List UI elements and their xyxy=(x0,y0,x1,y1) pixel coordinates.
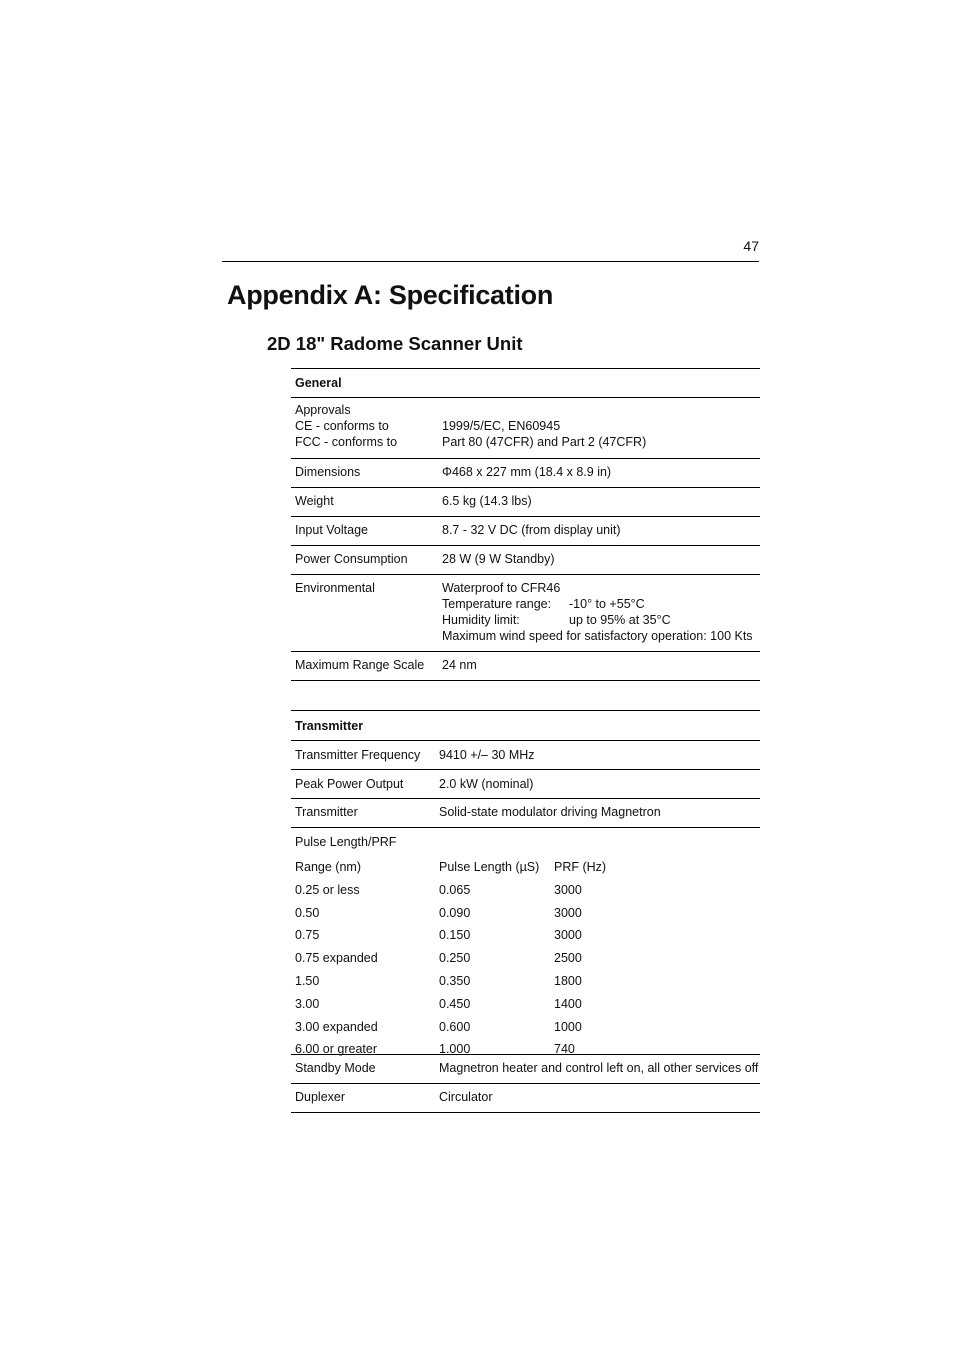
pulse-prf: 2500 xyxy=(554,951,582,966)
peak-power-row xyxy=(291,770,760,799)
pulse-length: 0.600 xyxy=(439,1019,471,1034)
row-value: Φ468 x 227 mm (18.4 x 8.9 in) xyxy=(442,465,612,479)
pulse-header-range: Range (nm) xyxy=(295,860,361,874)
header-rule xyxy=(222,261,759,262)
pulse-row xyxy=(291,924,760,947)
duplexer-value: Circulator xyxy=(439,1090,493,1104)
environmental-row xyxy=(291,575,760,652)
pulse-range: 0.25 or less xyxy=(295,882,360,897)
row-value: Solid-state modulator driving Magnetron xyxy=(439,805,661,819)
max-range-row xyxy=(291,652,760,681)
pulse-length: 0.150 xyxy=(439,928,471,943)
row-label: Power Consumption xyxy=(295,552,408,566)
max-range-value: 24 nm xyxy=(442,658,477,672)
humidity-value: up to 95% at 35°C xyxy=(569,613,671,627)
pulse-length: 0.350 xyxy=(439,973,471,988)
input-voltage-row xyxy=(291,517,760,546)
transmitter-type-row xyxy=(291,799,760,828)
pulse-length-prf-row xyxy=(291,828,760,1055)
standby-label: Standby Mode xyxy=(295,1061,376,1075)
weight-row xyxy=(291,488,760,517)
pulse-label: Pulse Length/PRF xyxy=(295,835,397,849)
standby-value: Magnetron heater and control left on, all other services off xyxy=(439,1061,759,1075)
pulse-header-row xyxy=(291,856,760,879)
pulse-prf: 3000 xyxy=(554,882,582,897)
pulse-length: 0.450 xyxy=(439,996,471,1011)
approvals-label: Approvals xyxy=(295,403,351,417)
section-title: 2D 18" Radome Scanner Unit xyxy=(267,333,523,354)
pulse-header-prf: PRF (Hz) xyxy=(554,860,607,874)
pulse-range: 0.75 xyxy=(295,928,320,943)
frequency-row xyxy=(291,741,760,770)
humidity-label: Humidity limit: xyxy=(442,613,520,627)
duplexer-label: Duplexer xyxy=(295,1090,346,1104)
pulse-length: 0.250 xyxy=(439,951,471,966)
pulse-row xyxy=(291,902,760,925)
pulse-row xyxy=(291,1038,760,1061)
dimensions-row xyxy=(291,459,760,488)
pulse-row xyxy=(291,879,760,902)
fcc-value: Part 80 (47CFR) and Part 2 (47CFR) xyxy=(442,435,647,449)
general-heading: General xyxy=(291,368,760,398)
temperature-value: -10° to +55°C xyxy=(569,597,645,611)
pulse-range: 1.50 xyxy=(295,973,320,988)
pulse-prf: 1000 xyxy=(554,1019,582,1034)
row-label: Peak Power Output xyxy=(295,777,404,791)
fcc-label: FCC - conforms to xyxy=(295,435,398,449)
row-label: Input Voltage xyxy=(295,523,368,537)
pulse-range: 0.75 expanded xyxy=(295,951,378,966)
temperature-label: Temperature range: xyxy=(442,597,552,611)
row-label: Weight xyxy=(295,494,334,508)
transmitter-spec-table xyxy=(291,710,760,1113)
pulse-length: 0.090 xyxy=(439,905,471,920)
general-spec-table xyxy=(291,368,760,681)
pulse-prf: 3000 xyxy=(554,905,582,920)
ce-label: CE - conforms to xyxy=(295,419,389,433)
row-value: 28 W (9 W Standby) xyxy=(442,552,555,566)
row-value: 2.0 kW (nominal) xyxy=(439,777,534,791)
standby-row xyxy=(291,1055,760,1084)
pulse-prf: 1400 xyxy=(554,996,582,1011)
page-title: Appendix A: Specification xyxy=(227,280,554,310)
row-label: Dimensions xyxy=(295,465,361,479)
pulse-range: 3.00 xyxy=(295,996,320,1011)
pulse-range: 0.50 xyxy=(295,905,320,920)
pulse-row xyxy=(291,1016,760,1039)
max-range-label: Maximum Range Scale xyxy=(295,658,425,672)
pulse-range: 3.00 expanded xyxy=(295,1019,378,1034)
row-value: 8.7 - 32 V DC (from display unit) xyxy=(442,523,621,537)
page-number: 47 xyxy=(743,238,759,254)
ce-value: 1999/5/EC, EN60945 xyxy=(442,419,561,433)
pulse-prf: 740 xyxy=(554,1042,575,1057)
pulse-length: 1.000 xyxy=(439,1042,471,1057)
environmental-waterproof: Waterproof to CFR46 xyxy=(442,581,561,595)
row-value: 6.5 kg (14.3 lbs) xyxy=(442,494,532,508)
row-label: Transmitter xyxy=(295,805,358,819)
pulse-prf: 3000 xyxy=(554,928,582,943)
pulse-row xyxy=(291,970,760,993)
pulse-row xyxy=(291,947,760,970)
pulse-length: 0.065 xyxy=(439,882,471,897)
pulse-prf: 1800 xyxy=(554,973,582,988)
row-value: 9410 +/– 30 MHz xyxy=(439,748,535,762)
transmitter-heading: Transmitter xyxy=(291,710,760,741)
pulse-range: 6.00 or greater xyxy=(295,1042,377,1057)
pulse-header-length: Pulse Length (µS) xyxy=(439,860,540,874)
row-label: Transmitter Frequency xyxy=(295,748,421,762)
wind-speed: Maximum wind speed for satisfactory operation: 100 Kts xyxy=(442,629,753,643)
environmental-label: Environmental xyxy=(295,581,375,595)
duplexer-row xyxy=(291,1084,760,1113)
power-consumption-row xyxy=(291,546,760,575)
approvals-row xyxy=(291,398,760,459)
pulse-row xyxy=(291,993,760,1016)
